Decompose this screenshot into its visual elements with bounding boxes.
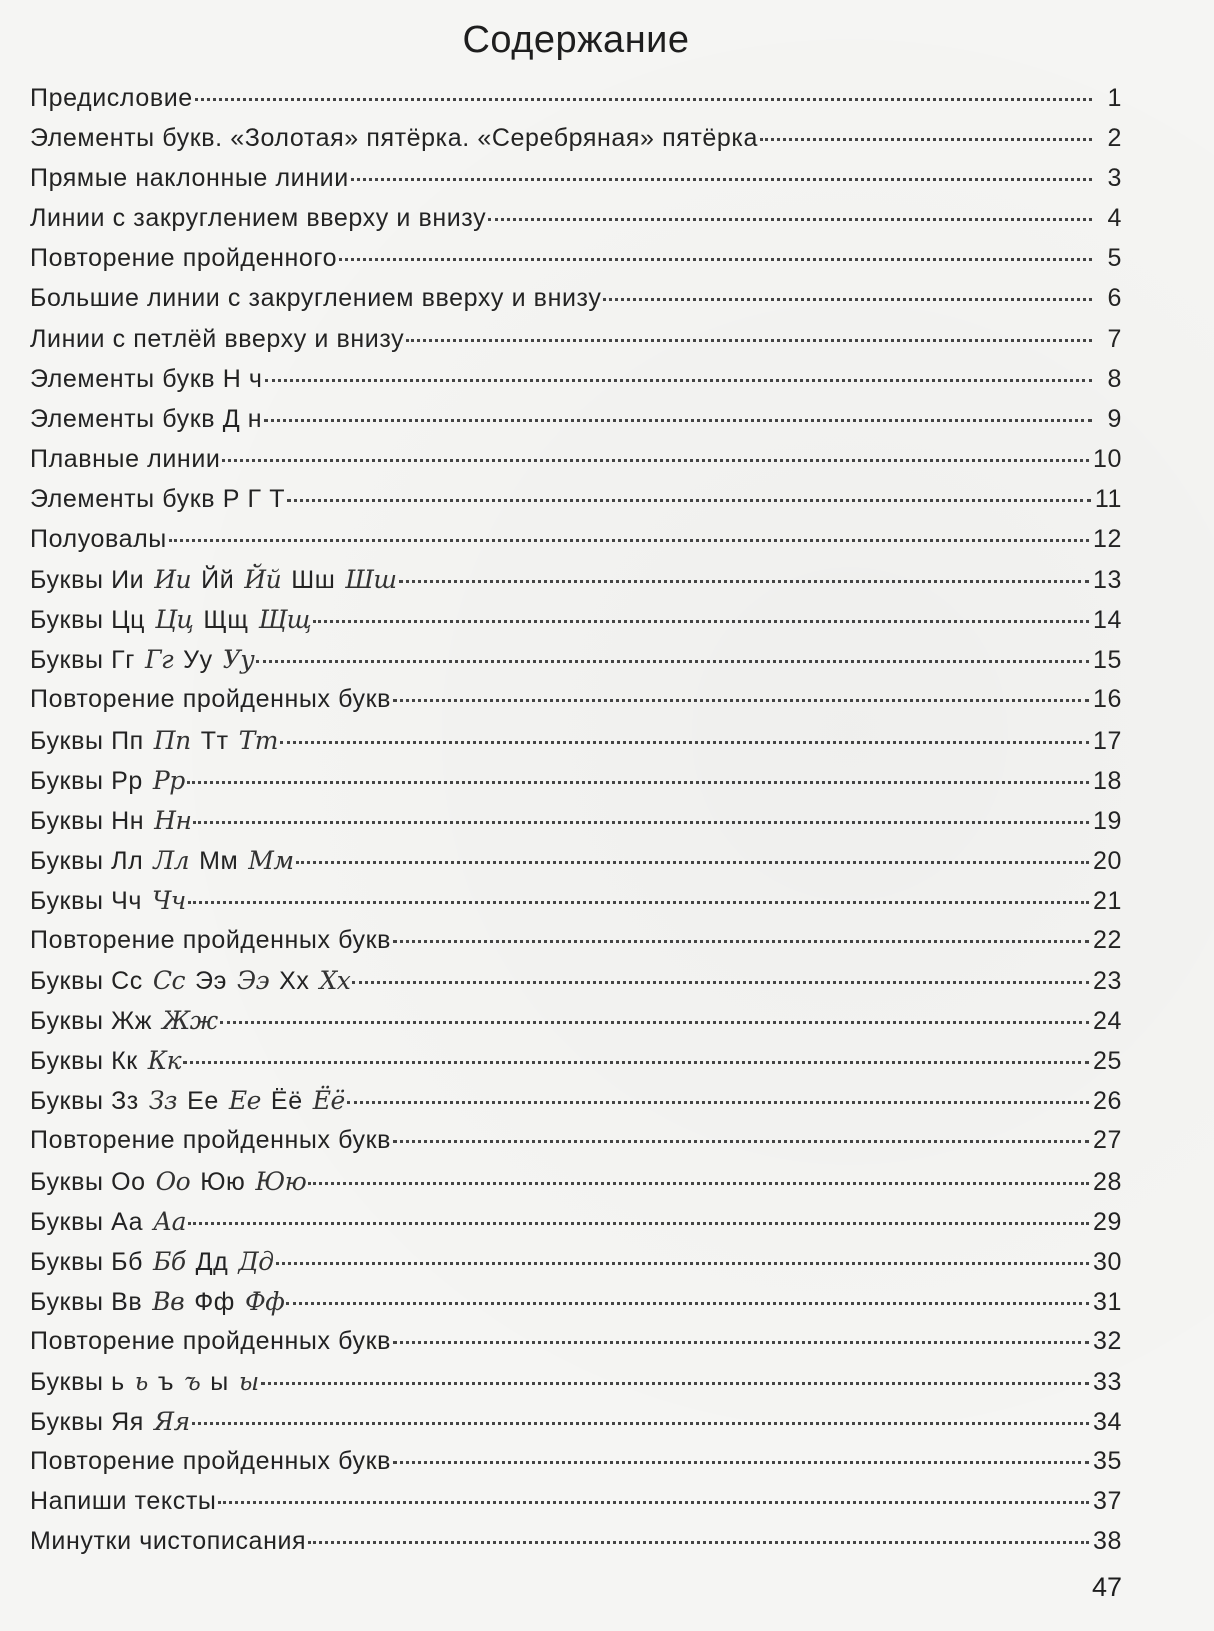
toc-entry-page: 12 [1092, 525, 1122, 554]
dot-leader [352, 981, 1089, 984]
toc-entry-print-text: Буквы Цц [30, 606, 146, 635]
toc-entry-page: 16 [1092, 685, 1122, 714]
dot-leader [393, 1140, 1089, 1143]
dot-leader [183, 1061, 1089, 1064]
toc-entry-script-letters: Сс [152, 966, 185, 996]
toc-entry-title [30, 926, 391, 955]
toc-entry-script-letters: ь [134, 1367, 148, 1396]
toc-entry [30, 284, 1122, 324]
toc-entry-title [30, 726, 278, 756]
toc-entry-page: 4 [1107, 204, 1122, 233]
toc-entry-page: 24 [1092, 1007, 1122, 1036]
toc-entry-title [30, 1167, 306, 1197]
toc-entry-page: 20 [1092, 846, 1122, 875]
toc-entry-title [30, 84, 193, 113]
toc-entry-script-letters: Йй [244, 565, 282, 595]
toc-entry-title [30, 204, 486, 233]
dot-leader [264, 419, 1092, 422]
toc-entry-page: 6 [1107, 284, 1122, 313]
toc-entry-print-text: Элементы букв. «Золотая» пятёрка. «Серебряная» пятёрка [30, 124, 759, 153]
toc-entry-title [30, 1287, 284, 1317]
toc-entry [30, 966, 1122, 1006]
toc-entry-print-text: Повторение пройденных букв [30, 925, 392, 954]
toc-entry-print-text: Повторение пройденных букв [30, 685, 392, 714]
toc-entry [30, 1207, 1122, 1247]
toc-entry-print-text: Буквы Оо [30, 1167, 146, 1196]
toc-entry-print-text: Буквы Вв [30, 1287, 143, 1316]
toc-entry-script-letters: Щщ [258, 605, 312, 635]
dot-leader [169, 539, 1089, 542]
toc-entry-print-text: Уу [183, 646, 213, 675]
toc-entry-title [30, 605, 311, 635]
dot-leader [393, 699, 1089, 702]
toc-entry [30, 124, 1122, 164]
toc-entry-script-letters: Ээ [236, 966, 270, 996]
toc-entry-script-letters: Пп [153, 725, 191, 755]
dot-leader [195, 98, 1092, 101]
toc-entry-page: 9 [1107, 404, 1122, 433]
toc-entry-title [30, 1407, 190, 1437]
page-number: 47 [1091, 1572, 1122, 1602]
toc-entry-print-text: Йй [201, 566, 235, 595]
toc-entry-title [30, 1086, 345, 1116]
toc-entry-title [30, 806, 191, 836]
toc-entry-print-text: Повторение пройденных букв [30, 1326, 392, 1355]
toc-entry-print-text: Элементы букв Р Г Т [30, 484, 286, 513]
toc-entry-script-letters: Оо [155, 1166, 191, 1196]
toc-entry-print-text: Большие линии с закруглением вверху и внизу [30, 284, 602, 313]
toc-entry [30, 1487, 1122, 1527]
toc-entry [30, 325, 1122, 365]
toc-entry-print-text: Буквы Ии [30, 566, 145, 595]
dot-leader [276, 1262, 1089, 1265]
dot-leader [280, 741, 1089, 744]
toc-entry-script-letters: Хх [319, 966, 351, 996]
toc-entry-print-text: Элементы букв Н ч [30, 364, 263, 393]
toc-entry-script-letters: Рр [152, 765, 185, 795]
toc-entry-title [30, 1247, 274, 1277]
dot-leader [308, 1541, 1089, 1544]
toc-entry-script-letters: Гг [144, 645, 174, 675]
toc-entry-title [30, 1207, 186, 1237]
toc-entry-script-letters: Лл [153, 845, 190, 875]
toc-entry-page: 18 [1092, 766, 1122, 795]
toc-entry-title [30, 1367, 259, 1397]
toc-entry-page: 33 [1092, 1368, 1122, 1396]
toc-entry [30, 1447, 1122, 1487]
toc-entry-script-letters: Зз [148, 1086, 178, 1116]
toc-entry-title [30, 565, 397, 595]
dot-leader [399, 580, 1089, 583]
toc-entry-print-text: ъ [157, 1368, 175, 1396]
toc-entry [30, 645, 1122, 685]
toc-entry-print-text: Буквы Яя [30, 1408, 144, 1437]
toc-entry-print-text: Буквы Нн [30, 806, 145, 835]
toc-entry-script-letters: ъ [184, 1367, 201, 1396]
toc-entry-print-text: Мм [199, 846, 239, 875]
toc-entry-page: 11 [1094, 484, 1122, 513]
toc-entry-title [30, 124, 758, 153]
dot-leader [286, 1302, 1089, 1305]
toc-entry-title [30, 525, 167, 554]
toc-entry-title [30, 485, 285, 514]
toc-entry [30, 1527, 1122, 1567]
toc-entry-title [30, 325, 404, 354]
toc-entry-print-text: Буквы Сс [30, 967, 143, 996]
toc-entry-print-text: Буквы Рр [30, 766, 143, 795]
dot-leader [192, 1422, 1089, 1425]
toc-entry [30, 405, 1122, 445]
toc-entry-print-text: Шш [291, 566, 336, 595]
dot-leader [347, 1101, 1089, 1104]
toc-entry-page: 30 [1092, 1247, 1122, 1276]
page-title: Содержание [462, 19, 690, 61]
toc-entry-title [30, 445, 220, 474]
toc-entry-script-letters: Вв [152, 1286, 185, 1316]
toc-entry-script-letters: Уу [222, 645, 255, 675]
toc-entry-script-letters: Дд [238, 1246, 274, 1276]
toc-entry-print-text: Дд [195, 1247, 229, 1276]
dot-leader [220, 1021, 1089, 1024]
toc-entry-page: 26 [1092, 1087, 1122, 1116]
toc-entry-print-text: Буквы ь [30, 1368, 125, 1396]
toc-entry-page: 7 [1107, 324, 1122, 353]
toc-entry-print-text: Ее [187, 1087, 219, 1116]
toc-entry-title [30, 1327, 391, 1356]
toc-entry-print-text: Буквы Кк [30, 1047, 138, 1076]
toc-entry-print-text: Линии с закруглением вверху и внизу [30, 204, 487, 233]
toc-entry [30, 726, 1122, 766]
dot-leader [188, 901, 1089, 904]
toc-entry-print-text: Повторение пройденных букв [30, 1126, 392, 1155]
toc-entry [30, 1367, 1122, 1407]
table-of-contents [30, 84, 1122, 1567]
toc-entry-title [30, 645, 254, 675]
toc-entry-page: 32 [1092, 1326, 1122, 1355]
toc-entry-title [30, 685, 391, 714]
toc-entry-page: 14 [1092, 606, 1122, 635]
toc-entry-print-text: Буквы Чч [30, 886, 142, 915]
toc-entry-print-text: Хх [279, 967, 310, 996]
toc-entry-script-letters: Юю [255, 1166, 307, 1196]
toc-entry-print-text: Фф [194, 1287, 235, 1316]
toc-entry-script-letters: Фф [244, 1286, 285, 1316]
toc-entry-page: 19 [1092, 806, 1122, 835]
toc-entry-print-text: Повторение пройденного [30, 244, 338, 273]
toc-entry [30, 1247, 1122, 1287]
toc-entry-print-text: Буквы Зз [30, 1087, 139, 1116]
dot-leader [488, 218, 1092, 221]
dot-leader [308, 1182, 1089, 1185]
toc-entry-print-text: Предисловие [30, 84, 193, 112]
toc-entry [30, 244, 1122, 284]
toc-entry [30, 1287, 1122, 1327]
toc-entry-script-letters: Нн [154, 805, 192, 835]
toc-entry [30, 164, 1122, 204]
toc-entry-page: 8 [1107, 364, 1122, 393]
toc-entry [30, 485, 1122, 525]
toc-entry-print-text: Буквы Лл [30, 846, 144, 875]
toc-entry-print-text: Буквы Бб [30, 1247, 144, 1276]
toc-entry-script-letters: Жж [162, 1006, 218, 1036]
toc-entry-script-letters: Ее [228, 1086, 261, 1116]
dot-leader [313, 620, 1089, 623]
toc-entry-script-letters: Бб [153, 1246, 186, 1276]
toc-entry [30, 605, 1122, 645]
toc-entry-page: 23 [1092, 967, 1122, 996]
toc-entry-print-text: Щщ [203, 606, 249, 635]
dot-leader [351, 178, 1092, 181]
dot-leader [393, 1341, 1089, 1344]
toc-entry [30, 84, 1122, 124]
toc-entry-print-text: Напиши тексты [30, 1487, 217, 1516]
toc-entry [30, 1407, 1122, 1447]
toc-entry-print-text: Повторение пройденных букв [30, 1447, 392, 1476]
toc-entry-script-letters: Чч [151, 885, 186, 915]
toc-entry-page: 10 [1092, 444, 1122, 473]
toc-entry-print-text: Элементы букв Д н [30, 404, 263, 433]
dot-leader [187, 781, 1089, 784]
toc-entry-print-text: Юю [200, 1167, 246, 1196]
toc-entry-title [30, 1006, 218, 1036]
dot-leader [339, 258, 1092, 261]
dot-leader [296, 861, 1089, 864]
dot-leader [188, 1222, 1089, 1225]
toc-entry-print-text: Буквы Аа [30, 1207, 144, 1236]
toc-entry-title [30, 1126, 391, 1155]
toc-entry [30, 1086, 1122, 1126]
toc-entry-page: 13 [1092, 566, 1122, 595]
toc-entry-page: 35 [1092, 1447, 1122, 1476]
toc-entry-print-text: Линии с петлёй вверху и внизу [30, 324, 405, 353]
toc-entry-print-text: Тт [200, 726, 229, 755]
dot-leader [265, 379, 1092, 382]
toc-entry-script-letters: Кк [147, 1046, 182, 1076]
toc-entry-page: 28 [1092, 1167, 1122, 1196]
toc-entry [30, 445, 1122, 485]
toc-entry-page: 15 [1092, 646, 1122, 675]
toc-entry-title [30, 886, 186, 916]
toc-entry-page: 34 [1092, 1408, 1122, 1437]
toc-entry [30, 1327, 1122, 1367]
toc-entry-page: 21 [1092, 886, 1122, 915]
toc-entry-title [30, 365, 263, 394]
dot-leader [603, 298, 1092, 301]
toc-entry-page: 38 [1092, 1527, 1122, 1556]
dot-leader [218, 1501, 1089, 1504]
toc-entry-script-letters: Тт [238, 725, 279, 755]
toc-entry-title [30, 1487, 216, 1516]
toc-entry [30, 1126, 1122, 1166]
toc-entry-print-text: ы [210, 1368, 229, 1396]
dot-leader [760, 138, 1092, 141]
toc-entry-page: 27 [1092, 1126, 1122, 1155]
toc-entry-title [30, 405, 262, 434]
toc-entry-title [30, 766, 185, 796]
toc-entry-title [30, 1447, 391, 1476]
toc-entry [30, 365, 1122, 405]
toc-entry [30, 1167, 1122, 1207]
toc-entry-print-text: Полуовалы [30, 525, 167, 554]
toc-entry-print-text: Буквы Пп [30, 726, 144, 755]
toc-entry-page: 1 [1107, 84, 1122, 112]
dot-leader [393, 940, 1089, 943]
toc-entry-title [30, 966, 350, 996]
toc-entry [30, 1006, 1122, 1046]
dot-leader [287, 499, 1091, 502]
dot-leader [393, 1461, 1089, 1464]
dot-leader [406, 339, 1092, 342]
toc-entry-print-text: Буквы Жж [30, 1007, 153, 1036]
toc-entry-title [30, 1527, 306, 1556]
toc-entry-script-letters: Шш [345, 565, 397, 595]
toc-entry-title [30, 164, 349, 193]
toc-entry-script-letters: ы [238, 1367, 259, 1396]
toc-entry-page: 17 [1092, 726, 1122, 755]
toc-entry-page: 2 [1107, 124, 1122, 153]
toc-entry [30, 886, 1122, 926]
toc-entry-script-letters: Яя [153, 1407, 190, 1437]
dot-leader [256, 660, 1089, 663]
toc-entry-title [30, 1046, 181, 1076]
dot-leader [261, 1382, 1089, 1385]
toc-entry-print-text: Ээ [195, 967, 227, 996]
toc-entry-title [30, 284, 601, 313]
toc-entry [30, 525, 1122, 565]
toc-entry [30, 204, 1122, 244]
toc-entry [30, 806, 1122, 846]
toc-entry [30, 685, 1122, 725]
toc-entry-script-letters: Цц [155, 605, 194, 635]
toc-entry [30, 1046, 1122, 1086]
toc-entry-script-letters: Аа [153, 1206, 186, 1236]
toc-entry-page: 37 [1092, 1487, 1122, 1516]
dot-leader [193, 821, 1089, 824]
toc-entry-print-text: Ёё [270, 1087, 303, 1116]
toc-entry-print-text: Прямые наклонные линии [30, 164, 349, 193]
toc-entry-script-letters: Ии [154, 565, 192, 595]
toc-entry-script-letters: Мм [248, 845, 294, 875]
toc-entry-script-letters: Ёё [312, 1086, 345, 1116]
toc-entry [30, 766, 1122, 806]
toc-entry-print-text: Буквы Гг [30, 646, 135, 675]
toc-entry-page: 31 [1092, 1287, 1122, 1316]
toc-entry [30, 565, 1122, 605]
toc-entry-print-text: Минутки чистописания [30, 1527, 307, 1556]
toc-entry-page: 25 [1092, 1047, 1122, 1076]
toc-entry-page: 29 [1092, 1207, 1122, 1236]
toc-entry [30, 846, 1122, 886]
toc-entry [30, 926, 1122, 966]
toc-entry-page: 3 [1107, 164, 1122, 193]
toc-entry-title [30, 846, 294, 876]
toc-entry-page: 22 [1092, 925, 1122, 954]
toc-entry-print-text: Плавные линии [30, 444, 221, 473]
toc-entry-page: 5 [1107, 244, 1122, 273]
dot-leader [222, 459, 1089, 462]
toc-entry-title [30, 244, 337, 273]
